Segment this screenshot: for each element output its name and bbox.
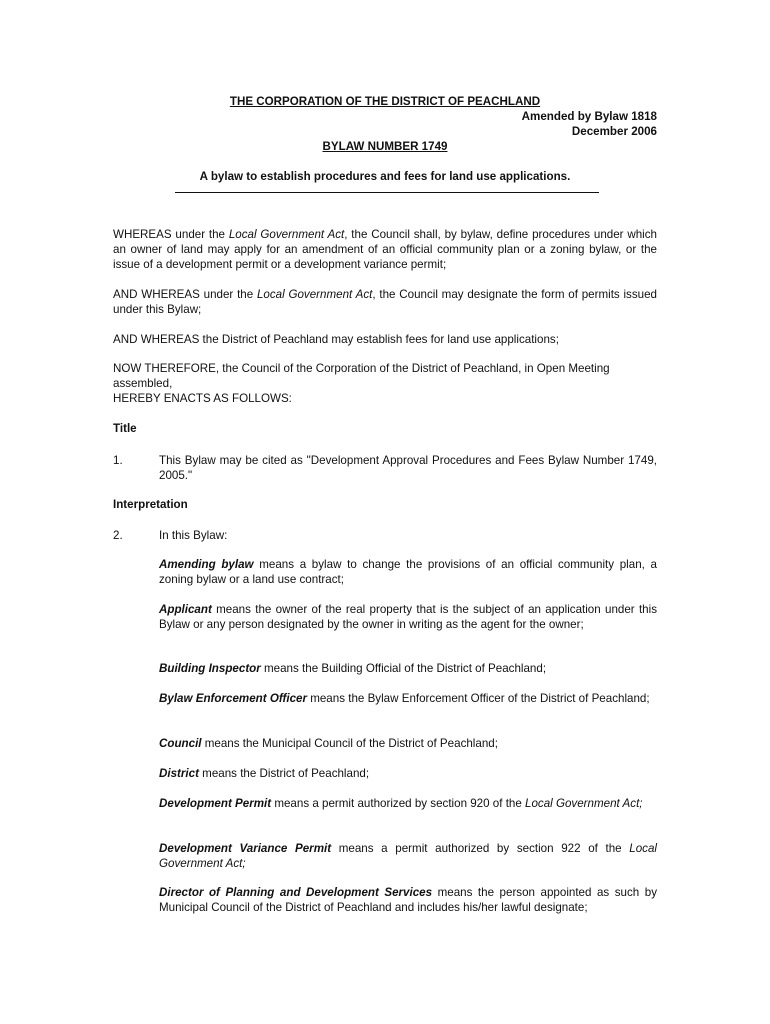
title-rule: [175, 192, 599, 193]
citation-text: This Bylaw may be cited as "Development Approval Procedures and Fees Bylaw Number 1749, 2005.": [159, 454, 657, 482]
definition-building-inspector: [159, 661, 657, 676]
bylaw-number: BYLAW NUMBER 1749: [322, 140, 448, 153]
definition-amending-bylaw: [159, 557, 657, 587]
amended-note: Amended by Bylaw 1818: [521, 110, 657, 123]
preamble-paragraph-1: [113, 227, 657, 272]
definition-text: means the owner of the real property that is the subject of an application under this Bylaw or any person designated by the owner in writing as the agent for the owner;: [159, 603, 657, 631]
definition-text: means the Municipal Council of the District of Peachland;: [201, 737, 498, 750]
definition-text: means a permit authorized by section 920 of the: [271, 797, 526, 810]
definition-term: District: [159, 767, 199, 780]
section-heading-title: Title: [113, 422, 137, 435]
definition-text: means the person appointed as such by Municipal Council of the District of Peachland and includes his/her lawful designate;: [159, 886, 657, 914]
definition-director-of-planning: [159, 885, 657, 915]
amended-date: December 2006: [571, 125, 657, 138]
preamble-text: WHEREAS under the: [113, 228, 229, 241]
definition-term: Development Permit: [159, 797, 272, 810]
definition-term: Amending bylaw: [159, 558, 254, 571]
definition-term: Building Inspector: [159, 662, 261, 675]
definition-bylaw-enforcement-officer: [159, 691, 657, 706]
definition-development-permit: [159, 796, 657, 811]
enacting-line: assembled,: [113, 377, 173, 390]
preamble-paragraph-3: AND WHEREAS the District of Peachland may establish fees for land use applications;: [113, 333, 559, 346]
section-heading-interpretation: Interpretation: [113, 498, 188, 511]
definition-council: [159, 736, 657, 751]
section-number: 2.: [113, 529, 123, 542]
preamble-paragraph-2: [113, 287, 657, 317]
definition-text: means a permit authorized by section 922 of the: [331, 842, 630, 855]
definition-term: Development Variance Permit: [159, 842, 332, 855]
definition-term: Applicant: [159, 603, 212, 616]
act-name: Local Government Act: [228, 228, 345, 241]
act-name: Local Government Act: [256, 288, 373, 301]
definition-applicant: [159, 602, 657, 632]
interpretation-intro: In this Bylaw:: [159, 529, 228, 542]
preamble-paragraph-4: [113, 361, 657, 406]
definition-text: means the Building Official of the District of Peachland;: [260, 662, 547, 675]
enacting-line: NOW THEREFORE, the Council of the Corporation of the District of Peachland, in Open Meeting: [113, 362, 610, 375]
act-name: Local Government Act;: [525, 797, 643, 810]
act-name: Local Government Act;: [159, 842, 657, 870]
definition-development-variance-permit: [159, 841, 657, 871]
enacting-line: HEREBY ENACTS AS FOLLOWS:: [113, 392, 292, 405]
definition-district: [159, 766, 657, 781]
definition-text: means the District of Peachland;: [198, 767, 370, 780]
definition-text: means the Bylaw Enforcement Officer of the District of Peachland;: [306, 692, 650, 705]
preamble-text: , the Council may designate the form of permits issued under this Bylaw;: [113, 288, 657, 316]
section-number: 1.: [113, 454, 123, 467]
definition-term: Director of Planning and Development Services: [159, 886, 433, 899]
definition-term: Bylaw Enforcement Officer: [159, 692, 307, 705]
preamble-text: , the Council shall, by bylaw, define procedures under which an owner of land may apply for an amendment of an official community plan or a zoning bylaw, or the issue of a development permit or a development variance permit;: [113, 228, 657, 271]
corporation-title: THE CORPORATION OF THE DISTRICT OF PEACHLAND: [229, 95, 541, 108]
definition-term: Council: [159, 737, 202, 750]
bylaw-purpose: A bylaw to establish procedures and fees for land use applications.: [199, 170, 571, 183]
definition-text: means a bylaw to change the provisions of an official community plan, a zoning bylaw or a land use contract;: [159, 558, 657, 586]
preamble-text: AND WHEREAS under the: [113, 288, 257, 301]
